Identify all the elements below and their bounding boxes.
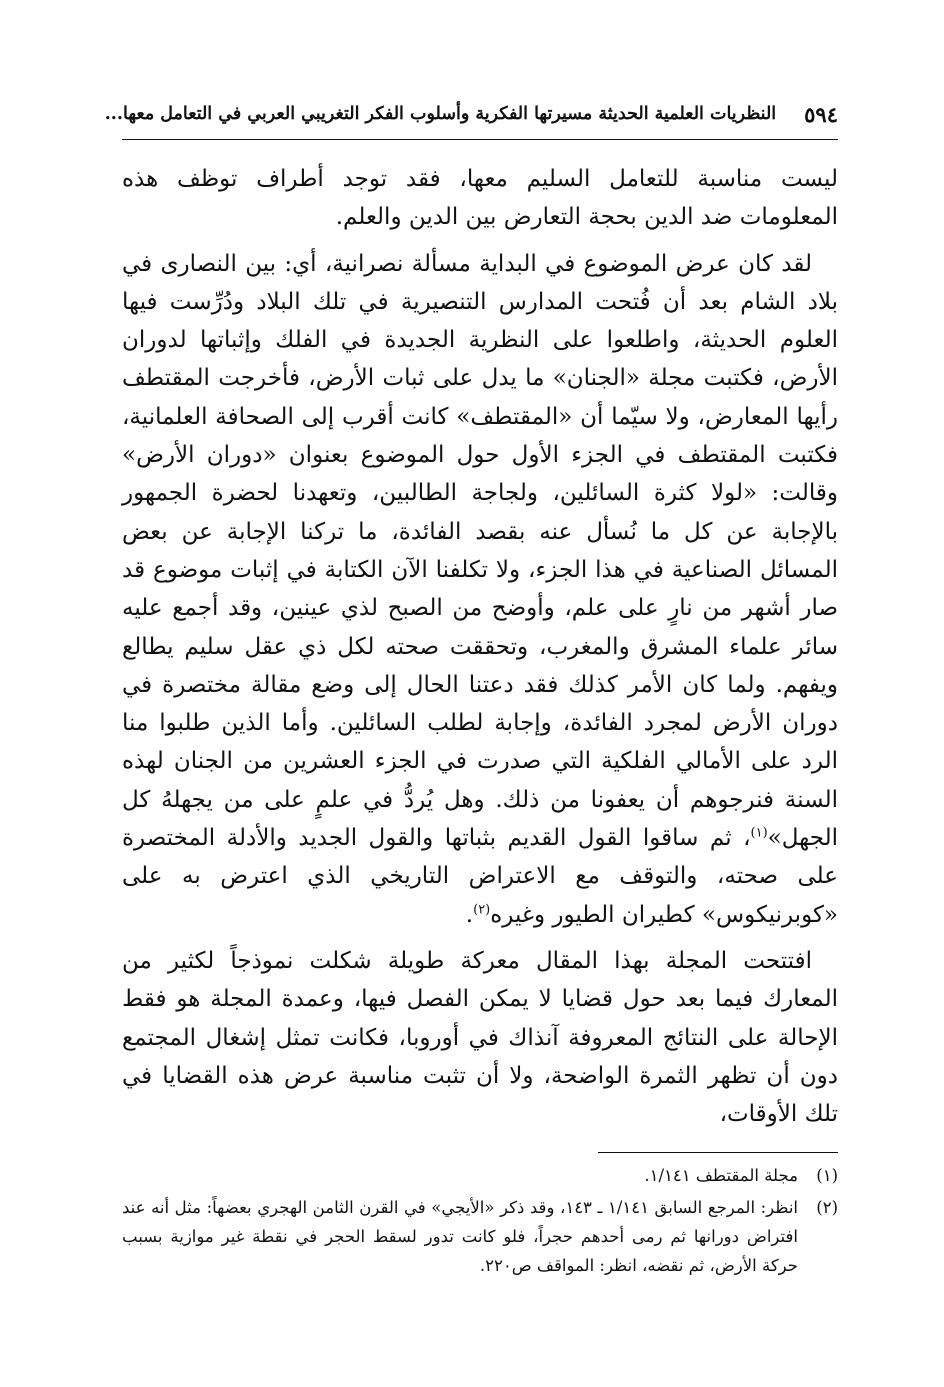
main-text <box>122 160 838 1133</box>
paragraph-2-part-b: ، ثم ساقوا القول القديم بثباتها والقول الجديد والأدلة المختصرة على صحته، والتوقف مع الاعتراض التاريخي الذي اعترض به على «كوبرنيكوس» كطيران الطيور وغيره <box>122 825 838 928</box>
footnote-ref-2[interactable]: (٢) <box>473 901 491 917</box>
paragraph-2-part-a: لقد كان عرض الموضوع في البداية مسألة نصرانية، أي: بين النصارى في بلاد الشام بعد أن فُتحت المدارس التنصيرية في تلك البلاد ودُرِّست فيها العلوم الحديثة، واطلعوا على النظرية الجديدة في الفلك وإثباتها لدوران الأرض، فكتبت مجلة «الجنان» ما يدل على ثبات الأرض، فأخرجت المقتطف رأيها المعارض، ولا سيّما أن «المقتطف» كانت أقرب إلى الصحافة العلمانية، فكتبت المقتطف في الجزء الأول حول الموضوع بعنوان «دوران الأرض» وقالت: «لولا كثرة السائلين، ولجاجة الطالبين، وتعهدنا لحضرة الجمهور بالإجابة عن كل ما نُسأل عنه بقصد الفائدة، ما تركنا الإجابة عن بعض المسائل الصناعية في هذا الجزء، ولا تكلفنا الآن الكتابة في إثبات موضوع قد صار أشهر من نارٍ على علم، وأوضح من الصبح لذي عينين، وقد أجمع عليه سائر علماء المشرق والمغرب، وتحققت صحته لكل ذي عقل سليم يطالع ويفهم. ولما كان الأمر كذلك فقد دعتنا الحال إلى وضع مقالة مختصرة في دوران الأرض لمجرد الفائدة، وإجابة لطلب السائلين. وأما الذين طلبوا منا الرد على الأمالي الفلكية التي صدرت في الجزء العشرين من الجنان لهذه السنة فنرجوهم أن يعفونا من ذلك. وهل يُردُّ في علمٍ على من يجهلهُ كل الجهل» <box>122 250 838 852</box>
paragraph-2-part-c: . <box>465 901 474 928</box>
running-title: النظريات العلمية الحديثة مسيرتها الفكرية وأسلوب الفكر التغريبي العربي في التعامل معها... <box>104 104 777 124</box>
footnote-2 <box>122 1193 838 1280</box>
header-divider <box>122 139 838 140</box>
footnote-number: (٢) <box>816 1198 838 1217</box>
footnote-text: مجلة المقتطف ١/١٤١. <box>644 1166 798 1185</box>
footnote-divider <box>598 1152 838 1153</box>
page-number: ٥٩٤ <box>804 101 838 127</box>
footnote-ref-1[interactable]: (١) <box>750 825 768 841</box>
paragraph-3: افتتحت المجلة بهذا المقال معركة طويلة شكلت نموذجاً لكثير من المعارك فيما بعد حول قضايا لا يمكن الفصل فيها، وعمدة المجلة هو فقط الإحالة على النتائج المعروفة آنذاك في أوروبا، فكانت تمثل إشغال المجتمع دون أن تظهر الثمرة الواضحة، ولا أن تثبت مناسبة عرض هذه القضايا في تلك الأوقات، <box>122 947 838 1128</box>
footnote-number: (١) <box>816 1166 838 1185</box>
page-header <box>104 94 838 134</box>
footnote-1 <box>122 1161 838 1190</box>
paragraph-1: ليست مناسبة للتعامل السليم معها، فقد توجد أطراف توظف هذه المعلومات ضد الدين بحجة التعارض بين الدين والعلم. <box>122 166 838 231</box>
footnotes <box>122 1161 838 1283</box>
paragraph-2 <box>122 245 838 934</box>
footnote-text: انظر: المرجع السابق ١/١٤١ ـ ١٤٣، وقد ذكر «الأيجي» في القرن الثامن الهجري بعضهاً: مثل أنه عند افتراض دورانها ثم رمى أحدهم حجراً، فلو كانت تدور لسقط الحجر في نقطة غير موازية بسبب حركة الأرض، ثم نقضه، انظر: المواقف ص٢٢٠. <box>122 1198 799 1275</box>
